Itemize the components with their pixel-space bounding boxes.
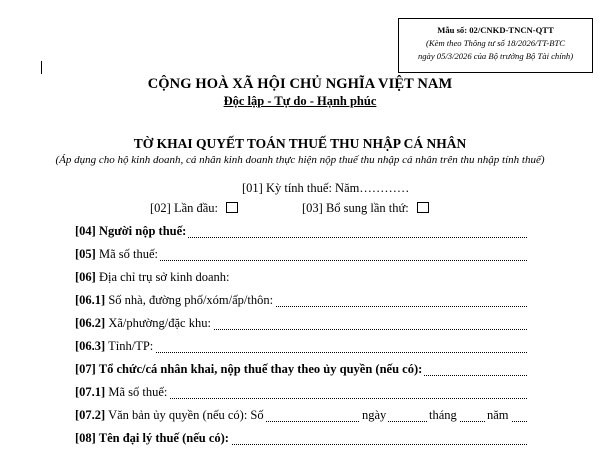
authorized-org-field[interactable] (75, 362, 527, 380)
taxpayer-field[interactable] (75, 224, 527, 242)
form-code: Mẫu số: 02/CNKD-TNCN-QTT (437, 25, 554, 35)
business-address-heading (75, 270, 527, 288)
tax-code-label: Mã số thuế: (98, 247, 158, 261)
form-note-line2: ngày 05/3/2026 của Bộ trưởng Bộ Tài chính) (417, 51, 574, 61)
authorization-document-field[interactable] (75, 408, 527, 426)
ward-label: Xã/phường/đặc khu: (108, 316, 211, 330)
ward-field[interactable] (75, 316, 527, 334)
supplement-option (302, 201, 429, 216)
field-code: [07.2] (75, 408, 106, 422)
business-address-label: Địa chỉ trụ sở kinh doanh: (98, 270, 230, 284)
tax-period-field[interactable]: [01] Kỳ tính thuế: Năm………… (242, 181, 410, 195)
supplement-checkbox[interactable] (417, 202, 429, 213)
tax-agent-field[interactable] (75, 431, 527, 449)
month-label: tháng (429, 408, 457, 422)
nation-heading: CỘNG HOÀ XÃ HỘI CHỦ NGHĨA VIỆT NAM (147, 76, 453, 92)
day-label: ngày (362, 408, 387, 422)
motto-text: Độc lập - Tự do - Hạnh phúc (223, 94, 377, 108)
year-label: năm (487, 408, 509, 422)
document-subtitle: (Áp dụng cho hộ kinh doanh, cá nhân kinh doanh thực hiện nộp thuế thu nhập cá nhân trên thu nhập tính thuế) (55, 154, 545, 166)
taxpayer-label: Người nộp thuế: (98, 224, 187, 238)
authorized-tax-code-label: Mã số thuế: (108, 385, 168, 399)
authorization-document-label: Văn bản ủy quyền (nếu có): Số (108, 408, 264, 422)
form-note-line1: (Kèm theo Thông tư số 18/2026/TT-BTC (426, 38, 565, 48)
motto (0, 94, 600, 109)
authorized-tax-code-field[interactable] (75, 385, 527, 403)
field-code: [05] (75, 247, 96, 261)
tax-code-field[interactable] (75, 247, 527, 265)
province-label: Tỉnh/TP: (108, 339, 154, 353)
tax-agent-label: Tên đại lý thuế (nếu có): (98, 431, 229, 445)
first-time-checkbox[interactable] (226, 202, 238, 213)
field-code: [06.2] (75, 316, 106, 330)
field-code: [08] (75, 431, 96, 445)
text-cursor (41, 61, 42, 74)
field-code: [07.1] (75, 385, 106, 399)
street-address-label: Số nhà, đường phố/xóm/ấp/thôn: (108, 293, 274, 307)
street-address-field[interactable] (75, 293, 527, 311)
first-time-option (150, 201, 238, 216)
field-code: [06.3] (75, 339, 106, 353)
field-code: [04] (75, 224, 96, 238)
document-title: TỜ KHAI QUYẾT TOÁN THUẾ THU NHẬP CÁ NHÂN (133, 136, 467, 151)
field-code: [06.1] (75, 293, 106, 307)
field-code: [06] (75, 270, 96, 284)
authorized-org-label: Tổ chức/cá nhân khai, nộp thuế thay theo ủy quyền (nếu có): (98, 362, 423, 376)
province-field[interactable] (75, 339, 527, 357)
field-code: [07] (75, 362, 96, 376)
first-time-label: [02] Lần đầu: (150, 201, 219, 215)
form-code-box (398, 18, 593, 73)
supplement-label: [03] Bổ sung lần thứ: (302, 201, 409, 215)
